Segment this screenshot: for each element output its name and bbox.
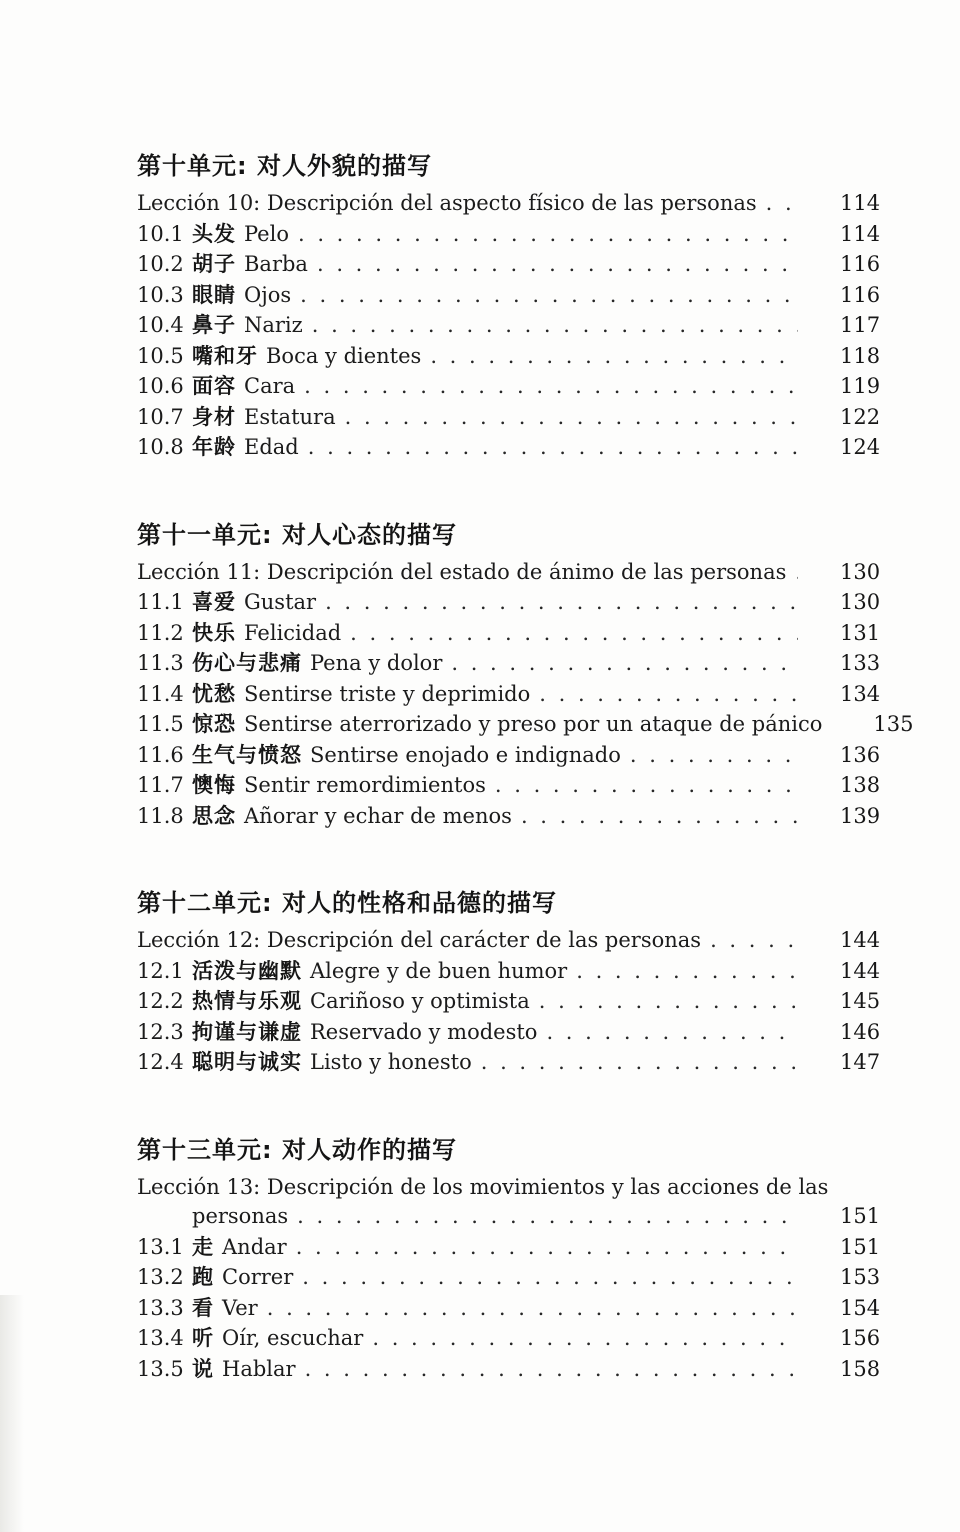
dot-leader (345, 403, 798, 433)
section-heading: 第十二单元: 对人的性格和品德的描写 (137, 889, 557, 917)
entry-title: Lección 12: Descripción del carácter de las personas (137, 928, 702, 952)
toc-row (137, 1202, 881, 1232)
entry-title: Oír, escuchar (222, 1326, 364, 1350)
entry-term-zh: 走 (192, 1233, 214, 1259)
entry-number: 11.6 (137, 742, 184, 767)
toc-row (137, 558, 881, 588)
entry-number: 10.6 (137, 374, 184, 398)
entry-title: Reservado y modesto (310, 1019, 538, 1044)
entry-page-number: 131 (840, 620, 881, 645)
entry-title: Sentir remordimientos (244, 773, 486, 797)
entry-number: 11.7 (137, 773, 184, 797)
dot-leader (325, 588, 798, 618)
entry-term-zh: 面容 (192, 373, 236, 398)
entry-page-number: 114 (840, 221, 881, 246)
toc-section (137, 887, 881, 1078)
dot-leader (372, 1324, 798, 1354)
toc-row (137, 1262, 881, 1293)
entry-term-zh: 年龄 (192, 434, 236, 459)
entry-term-zh: 拘谨与谦虚 (192, 1018, 302, 1044)
entry-title: Hablar (222, 1356, 296, 1381)
entry-page-number: 151 (840, 1234, 881, 1259)
dot-leader (297, 1202, 798, 1232)
dot-leader (710, 926, 798, 956)
entry-page-number: 147 (840, 1050, 881, 1074)
entry-number: 10.2 (137, 252, 184, 276)
entry-number: 13.2 (137, 1265, 184, 1289)
entry-title: Alegre y de buen humor (310, 958, 568, 983)
toc-row (137, 709, 914, 740)
entry-number: 10.1 (137, 221, 184, 246)
dot-leader (539, 987, 798, 1017)
toc-section (137, 519, 914, 832)
entry-number: 10.8 (137, 435, 184, 459)
dot-leader (350, 619, 798, 649)
entry-term-zh: 活泼与幽默 (192, 957, 302, 983)
entry-term-zh: 眼睛 (192, 281, 236, 307)
entry-number: 11.1 (137, 590, 184, 614)
entry-page-number: 138 (840, 773, 881, 797)
entry-title: Barba (244, 252, 308, 276)
entry-page-number: 133 (840, 651, 881, 675)
section-entries (137, 926, 881, 1078)
entry-term-zh: 嘴和牙 (192, 342, 258, 368)
dot-leader (495, 771, 798, 801)
entry-page-number: 139 (840, 803, 881, 828)
entry-page-number: 134 (840, 681, 881, 706)
toc-sections (137, 150, 914, 1384)
toc-section (137, 1134, 881, 1385)
section-entries (137, 189, 881, 463)
entry-number: 10.3 (137, 282, 184, 307)
entry-title: Sentirse enojado e indignado (310, 742, 621, 767)
section-entries (137, 1173, 881, 1385)
entry-term-zh: 热情与乐观 (192, 988, 302, 1013)
toc-row (137, 341, 881, 372)
entry-page-number: 144 (840, 928, 881, 952)
entry-number: 11.5 (137, 712, 184, 736)
entry-page-number: 145 (840, 989, 881, 1013)
entry-term-zh: 聪明与诚实 (192, 1049, 302, 1074)
entry-number: 13.3 (137, 1295, 184, 1320)
entry-page-number: 116 (840, 282, 881, 307)
entry-title: Ojos (244, 282, 292, 307)
toc-row (137, 1232, 881, 1263)
toc-row (137, 310, 881, 341)
toc-section (137, 150, 881, 463)
toc-row (137, 371, 881, 402)
entry-title: Correr (222, 1265, 294, 1289)
entry-title: Listo y honesto (310, 1050, 472, 1074)
toc-row (137, 648, 881, 679)
toc-row (137, 770, 881, 801)
toc-row (137, 219, 881, 250)
entry-number: 13.4 (137, 1326, 184, 1350)
dot-leader (302, 1263, 798, 1293)
entry-page-number: 117 (840, 313, 881, 337)
entry-term-zh: 生气与愤怒 (192, 741, 302, 767)
entry-term-zh: 惊恐 (192, 711, 236, 736)
toc-row (137, 1323, 881, 1354)
dot-leader (317, 250, 798, 280)
dot-leader (795, 558, 798, 588)
toc-row (137, 679, 881, 710)
toc-row (137, 618, 881, 649)
entry-page-number: 146 (840, 1019, 881, 1044)
entry-term-zh: 胡子 (192, 251, 236, 276)
toc-row (137, 280, 881, 311)
dot-leader (308, 433, 798, 463)
entry-page-number: 151 (840, 1204, 881, 1228)
dot-leader (312, 311, 798, 341)
toc-row (137, 1354, 881, 1385)
dot-leader (305, 1355, 798, 1385)
entry-title: Lección 11: Descripción del estado de ánimo de las personas (137, 559, 787, 584)
dot-leader (298, 220, 798, 250)
entry-number: 10.5 (137, 343, 184, 368)
entry-term-zh: 头发 (192, 220, 236, 246)
entry-title: Cariñoso y optimista (310, 989, 530, 1013)
entry-title: Lección 10: Descripción del aspecto físico de las personas (137, 191, 757, 215)
entry-page-number: 153 (840, 1265, 881, 1289)
dot-leader (546, 1018, 798, 1048)
entry-term-zh: 跑 (192, 1264, 214, 1289)
dot-leader (576, 957, 798, 987)
entry-page-number: 118 (840, 343, 881, 368)
dot-leader (521, 802, 798, 832)
entry-page-number: 130 (840, 559, 881, 584)
dot-leader (296, 1233, 798, 1263)
entry-number: 11.3 (137, 651, 184, 675)
entry-number: 11.4 (137, 681, 184, 706)
toc-row (137, 189, 881, 219)
dot-leader (481, 1048, 798, 1078)
entry-term-zh: 忧愁 (192, 680, 236, 706)
entry-page-number: 136 (840, 742, 881, 767)
entry-title: Edad (244, 435, 299, 459)
entry-title: Pena y dolor (310, 651, 443, 675)
entry-number: 12.1 (137, 958, 184, 983)
entry-term-zh: 思念 (192, 802, 236, 828)
dot-leader (630, 741, 798, 771)
entry-term-zh: 听 (192, 1325, 214, 1350)
entry-title: Estatura (244, 404, 336, 429)
entry-title: personas (192, 1204, 289, 1228)
entry-title: Nariz (244, 313, 303, 337)
entry-page-number: 135 (873, 712, 914, 736)
entry-title: Sentirse aterrorizado y preso por un ataque de pánico (244, 712, 823, 736)
dot-leader (267, 1294, 798, 1324)
toc-row (137, 402, 881, 433)
entry-number: 11.2 (137, 620, 184, 645)
entry-term-zh: 说 (192, 1355, 214, 1381)
dot-leader (300, 281, 798, 311)
section-heading: 第十一单元: 对人心态的描写 (137, 520, 457, 549)
entry-title: Ver (222, 1295, 258, 1320)
scan-edge-artifact (0, 1295, 24, 1532)
toc-row (137, 926, 881, 956)
entry-page-number: 156 (840, 1326, 881, 1350)
entry-page-number: 144 (840, 958, 881, 983)
entry-term-zh: 鼻子 (192, 312, 236, 337)
toc-row (137, 1047, 881, 1078)
entry-term-zh: 喜爱 (192, 589, 236, 614)
dot-leader (304, 372, 798, 402)
section-heading: 第十单元: 对人外貌的描写 (137, 152, 432, 180)
dot-leader (430, 342, 798, 372)
entry-title: Andar (222, 1234, 287, 1259)
entry-page-number: 122 (840, 404, 881, 429)
toc-row (137, 249, 881, 280)
toc-row (137, 801, 881, 832)
toc-row (137, 740, 881, 771)
entry-page-number: 124 (840, 435, 881, 459)
entry-number: 13.5 (137, 1356, 184, 1381)
entry-title: Gustar (244, 590, 317, 614)
entry-term-zh: 身材 (192, 403, 236, 429)
toc-row (137, 1293, 881, 1324)
entry-number: 12.3 (137, 1019, 184, 1044)
entry-page-number: 114 (840, 191, 881, 215)
entry-term-zh: 看 (192, 1294, 214, 1320)
dot-leader (451, 649, 798, 679)
entry-page-number: 154 (840, 1295, 881, 1320)
entry-number: 10.4 (137, 313, 184, 337)
entry-title: Felicidad (244, 620, 342, 645)
entry-number: 11.8 (137, 803, 184, 828)
toc-row (137, 587, 881, 618)
entry-title: Añorar y echar de menos (244, 803, 512, 828)
entry-title: Boca y dientes (266, 343, 422, 368)
entry-term-zh: 懊悔 (192, 772, 236, 797)
entry-title: Cara (244, 374, 296, 398)
entry-title: Lección 13: Descripción de los movimientos y las acciones de las (137, 1174, 829, 1199)
toc-row (137, 956, 881, 987)
entry-title: Pelo (244, 221, 289, 246)
dot-leader (539, 680, 798, 710)
entry-page-number: 116 (840, 252, 881, 276)
toc-row (137, 432, 881, 463)
entry-number: 12.2 (137, 989, 184, 1013)
toc-row (137, 1017, 881, 1048)
entry-title: Sentirse triste y deprimido (244, 681, 531, 706)
toc-row (137, 986, 881, 1017)
entry-number: 10.7 (137, 404, 184, 429)
toc-row (137, 1173, 878, 1203)
entry-number: 13.1 (137, 1234, 184, 1259)
entry-page-number: 119 (840, 374, 881, 398)
entry-term-zh: 快乐 (192, 619, 236, 645)
entry-page-number: 158 (840, 1356, 881, 1381)
entry-number: 12.4 (137, 1050, 184, 1074)
dot-leader (766, 189, 798, 219)
section-entries (137, 558, 914, 832)
entry-term-zh: 伤心与悲痛 (192, 650, 302, 675)
entry-page-number: 130 (840, 590, 881, 614)
section-heading: 第十三单元: 对人动作的描写 (137, 1135, 457, 1164)
